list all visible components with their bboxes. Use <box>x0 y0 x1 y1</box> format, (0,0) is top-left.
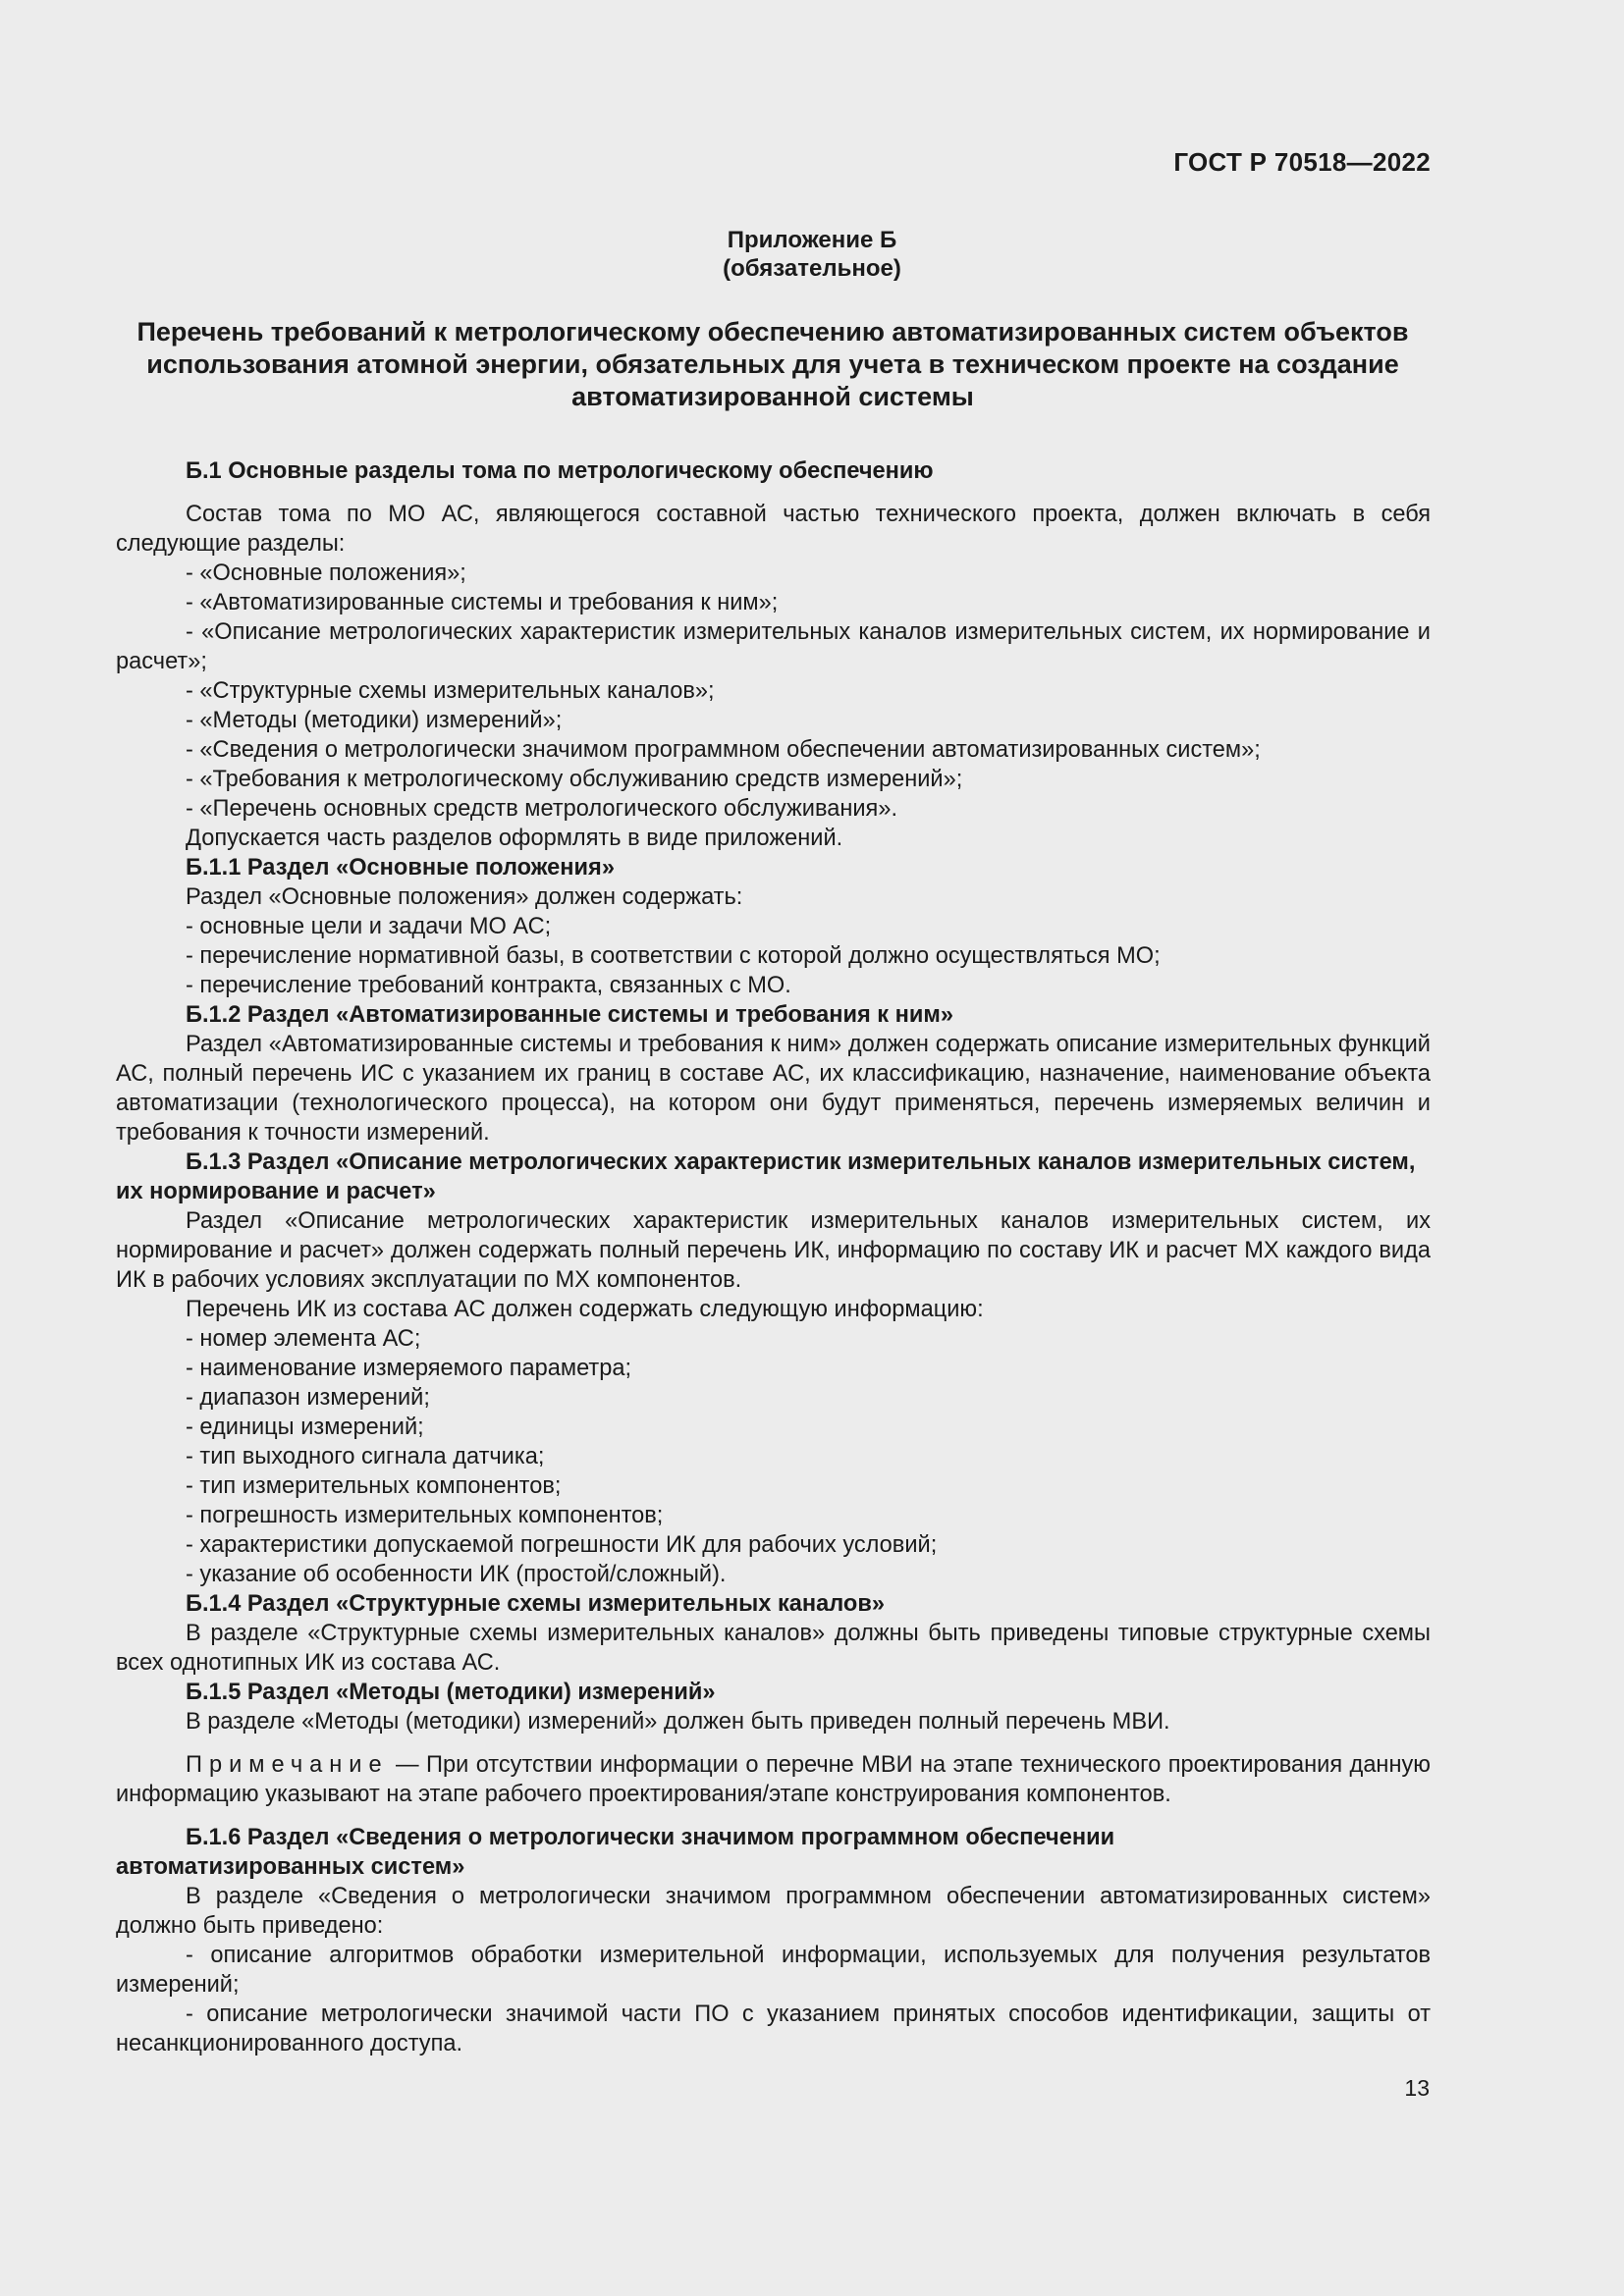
paragraph: Состав тома по МО АС, являющегося составной частью технического проекта, должен включать в себя следующие разделы: <box>116 502 1431 557</box>
paragraph: Допускается часть разделов оформлять в виде приложений. <box>186 826 843 851</box>
list-item: - погрешность измерительных компонентов; <box>186 1503 664 1528</box>
subsection-heading: Б.1.1 Раздел «Основные положения» <box>186 855 615 881</box>
paragraph: Раздел «Автоматизированные системы и требования к ним» должен содержать описание измерительных функций АС, полный перечень ИС с указанием их границ в составе АС, их классификацию, назначение, наименование объекта автоматизации (технологического процесса), на котором они будут применяться, перечень измеряемых величин и требования к точности измерений. <box>116 1032 1431 1146</box>
list-item: - характеристики допускаемой погрешности ИК для рабочих условий; <box>186 1532 938 1558</box>
appendix-label: Приложение Б <box>727 227 897 253</box>
page-number: 13 <box>1404 2075 1430 2101</box>
paragraph: В разделе «Структурные схемы измерительных каналов» должны быть приведены типовые структурные схемы всех однотипных ИК из состава АС. <box>116 1621 1431 1676</box>
list-item: - номер элемента АС; <box>186 1326 421 1352</box>
paragraph: В разделе «Сведения о метрологически значимом программном обеспечении автоматизированных систем» должно быть приведено: <box>116 1884 1431 1939</box>
list-item: - описание алгоритмов обработки измерительной информации, используемых для получения результатов измерений; <box>116 1943 1431 1998</box>
note-label: Примечание <box>186 1752 389 1778</box>
list-item: - «Методы (методики) измерений»; <box>186 708 563 733</box>
list-item: - перечисление нормативной базы, в соответствии с которой должно осуществляться МО; <box>186 943 1161 969</box>
paragraph: Раздел «Описание метрологических характеристик измерительных каналов измерительных систем, их нормирование и расчет» должен содержать полный перечень ИК, информацию по составу ИК и расчет МХ каждого вида ИК в рабочих условиях эксплуатации по МХ компонентов. <box>116 1208 1431 1293</box>
subsection-heading: Б.1.5 Раздел «Методы (методики) измерений» <box>186 1680 716 1705</box>
list-item: - единицы измерений; <box>186 1415 424 1440</box>
list-item: - описание метрологически значимой части ПО с указанием принятых способов идентификации, защиты от несанкционированного доступа. <box>116 2002 1431 2056</box>
subsection-heading: Б.1.4 Раздел «Структурные схемы измерительных каналов» <box>186 1591 885 1617</box>
list-item: - «Описание метрологических характеристик измерительных каналов измерительных систем, их нормирование и расчет»; <box>116 619 1431 674</box>
list-item: - «Автоматизированные системы и требования к ним»; <box>186 590 779 615</box>
list-item: - «Перечень основных средств метрологического обслуживания». <box>186 796 898 822</box>
appendix-title: Перечень требований к метрологическому обеспечению автоматизированных систем объектов использования атомной энергии, обязательных для учета в техническом проекте на создание автоматизированной системы <box>136 317 1409 411</box>
appendix-heading <box>0 226 1624 283</box>
subsection-heading: Б.1.3 Раздел «Описание метрологических характеристик измерительных каналов измерительных систем, их нормирование и расчет» <box>116 1149 1416 1204</box>
subsection-heading: Б.1.2 Раздел «Автоматизированные системы и требования к ним» <box>186 1002 953 1028</box>
list-item: - «Структурные схемы измерительных каналов»; <box>186 678 715 704</box>
standard-designation: ГОСТ Р 70518—2022 <box>1173 147 1431 177</box>
paragraph: Перечень ИК из состава АС должен содержать следующую информацию: <box>186 1297 984 1322</box>
list-item: - тип выходного сигнала датчика; <box>186 1444 545 1469</box>
paragraph: В разделе «Методы (методики) измерений» должен быть приведен полный перечень МВИ. <box>186 1709 1170 1735</box>
list-item: - диапазон измерений; <box>186 1385 430 1411</box>
note-text: — При отсутствии информации о перечне МВИ на этапе технического проектирования данную информацию указывают на этапе рабочего проектирования/этапе конструирования компонентов. <box>116 1752 1431 1807</box>
section-heading: Б.1 Основные разделы тома по метрологическому обеспечению <box>186 458 934 484</box>
list-item: - «Сведения о метрологически значимом программном обеспечении автоматизированных систем»; <box>186 737 1261 763</box>
list-item: - перечисление требований контракта, связанных с МО. <box>186 973 791 998</box>
list-item: - основные цели и задачи МО АС; <box>186 914 552 939</box>
list-item: - «Основные положения»; <box>186 561 466 586</box>
subsection-heading: Б.1.6 Раздел «Сведения о метрологически значимом программном обеспечении автоматизированных систем» <box>116 1825 1115 1880</box>
list-item: - указание об особенности ИК (простой/сложный). <box>186 1562 727 1587</box>
list-item: - «Требования к метрологическому обслуживанию средств измерений»; <box>186 767 963 792</box>
note <box>116 1750 1431 1809</box>
list-item: - наименование измеряемого параметра; <box>186 1356 632 1381</box>
document-body <box>116 456 1431 2058</box>
paragraph: Раздел «Основные положения» должен содержать: <box>186 884 743 910</box>
list-item: - тип измерительных компонентов; <box>186 1473 562 1499</box>
appendix-status: (обязательное) <box>723 255 901 282</box>
